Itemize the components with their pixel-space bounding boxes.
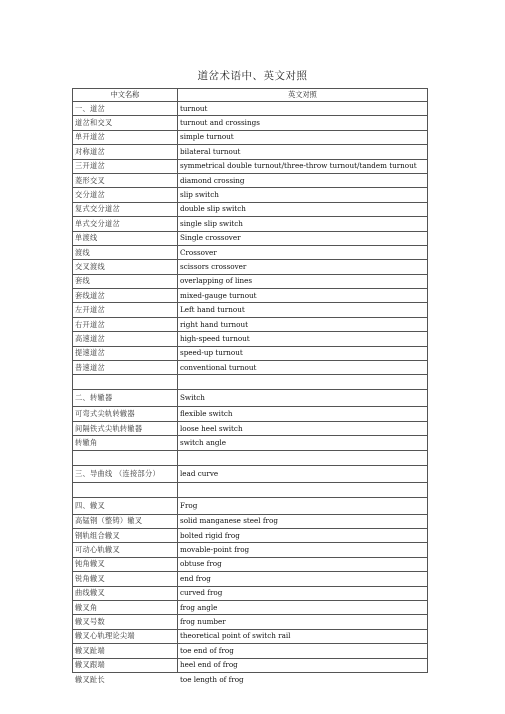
chinese-term-cell: 锐角辙叉 (73, 572, 178, 586)
english-term-cell (178, 450, 428, 465)
english-term-cell: flexible switch (178, 407, 428, 421)
table-row (73, 274, 428, 288)
table-body (73, 102, 428, 687)
table-row (73, 407, 428, 421)
table-row (73, 303, 428, 317)
chinese-term-cell: 高锰钢（整铸）辙叉 (73, 514, 178, 528)
table-row (73, 497, 428, 514)
english-term-cell: heel end of frog (178, 658, 428, 672)
english-term-cell: Frog (178, 497, 428, 514)
english-term-cell: overlapping of lines (178, 274, 428, 288)
table-row (73, 231, 428, 245)
english-term-cell: frog number (178, 615, 428, 629)
table-row (73, 159, 428, 173)
chinese-term-cell: 三、导曲线 （连接部分） (73, 465, 178, 482)
english-term-cell: loose heel switch (178, 421, 428, 435)
english-term-cell: movable-point frog (178, 543, 428, 557)
chinese-term-cell: 左开道岔 (73, 303, 178, 317)
table-row (73, 289, 428, 303)
english-term-cell: curved frog (178, 586, 428, 600)
english-term-cell: conventional turnout (178, 361, 428, 375)
table-row (73, 600, 428, 614)
english-term-cell: symmetrical double turnout/three-throw turnout/tandem turnout (178, 159, 428, 173)
english-term-cell: mixed-gauge turnout (178, 289, 428, 303)
table-row (73, 188, 428, 202)
chinese-term-cell: 辙叉趾长 (75, 674, 105, 684)
chinese-term-cell: 可动心轨辙叉 (73, 543, 178, 557)
chinese-term-cell: 单开道岔 (73, 130, 178, 144)
english-term-cell: Left hand turnout (178, 303, 428, 317)
table-row (73, 332, 428, 346)
chinese-term-cell: 三开道岔 (73, 159, 178, 173)
table-row (73, 375, 428, 390)
terminology-table (72, 88, 428, 687)
table-row (73, 130, 428, 144)
english-term-cell: end frog (178, 572, 428, 586)
chinese-term-cell: 高速道岔 (73, 332, 178, 346)
table-row (73, 658, 428, 672)
chinese-term-cell: 提速道岔 (73, 346, 178, 360)
table-row (73, 436, 428, 450)
english-term-cell: toe length of frog (178, 672, 428, 686)
english-term-cell: lead curve (178, 465, 428, 482)
table-row (73, 615, 428, 629)
chinese-term-cell: 辙叉心轨理论尖端 (73, 629, 178, 643)
english-term-cell: scissors crossover (178, 260, 428, 274)
header-chinese-name: 中文名称 (73, 89, 178, 102)
chinese-term-cell: 辙叉趾端 (73, 644, 178, 658)
chinese-term-cell: 辙叉角 (73, 600, 178, 614)
table-row (73, 317, 428, 331)
table-row (73, 572, 428, 586)
english-term-cell: turnout (178, 102, 428, 116)
chinese-term-cell: 辙叉号数 (73, 615, 178, 629)
chinese-term-cell: 二、转辙器 (73, 390, 178, 407)
english-term-cell: Crossover (178, 245, 428, 259)
english-term-cell: Switch (178, 390, 428, 407)
english-term-cell: turnout and crossings (178, 116, 428, 130)
table-row (73, 346, 428, 360)
table-header-row (73, 89, 428, 102)
table-row (73, 557, 428, 571)
chinese-term-cell (73, 482, 178, 497)
chinese-term-cell: 钝角辙叉 (73, 557, 178, 571)
english-term-cell: single slip switch (178, 217, 428, 231)
table-row (73, 482, 428, 497)
table-row (73, 245, 428, 259)
english-term-cell: speed-up turnout (178, 346, 428, 360)
chinese-term-cell: 右开道岔 (73, 317, 178, 331)
chinese-term-cell: 套线 (73, 274, 178, 288)
chinese-term-cell: 曲线辙叉 (73, 586, 178, 600)
english-term-cell: high-speed turnout (178, 332, 428, 346)
chinese-term-cell: 四、辙叉 (73, 497, 178, 514)
table-row (73, 361, 428, 375)
english-term-cell: double slip switch (178, 202, 428, 216)
table-row (73, 543, 428, 557)
table-row (73, 528, 428, 542)
chinese-term-cell: 钢轨组合辙叉 (73, 528, 178, 542)
english-term-cell: simple turnout (178, 130, 428, 144)
table-row (73, 116, 428, 130)
table-row (73, 217, 428, 231)
english-term-cell: slip switch (178, 188, 428, 202)
chinese-term-cell: 辙叉跟端 (73, 658, 178, 672)
table-row (73, 202, 428, 216)
table-row (73, 629, 428, 643)
english-term-cell: obtuse frog (178, 557, 428, 571)
english-term-cell: Single crossover (178, 231, 428, 245)
english-term-cell: bolted rigid frog (178, 528, 428, 542)
english-term-cell: switch angle (178, 436, 428, 450)
english-term-cell: toe end of frog (178, 644, 428, 658)
table-row (73, 586, 428, 600)
chinese-term-cell: 交叉渡线 (73, 260, 178, 274)
table-row (73, 644, 428, 658)
chinese-term-cell (73, 375, 178, 390)
chinese-term-cell: 转辙角 (73, 436, 178, 450)
table-row (73, 465, 428, 482)
chinese-term-cell: 单渡线 (73, 231, 178, 245)
chinese-term-cell: 交分道岔 (73, 188, 178, 202)
chinese-term-cell: 单式交分道岔 (73, 217, 178, 231)
table-row (73, 672, 428, 686)
english-term-cell: frog angle (178, 600, 428, 614)
chinese-term-cell: 可弯式尖轨转辙器 (73, 407, 178, 421)
chinese-term-cell: 间隔铁式尖轨转辙器 (73, 421, 178, 435)
table-row (73, 260, 428, 274)
page-title: 道岔术语中、英文对照 (197, 70, 308, 82)
header-english-term: 英文对照 (178, 89, 428, 102)
english-term-cell: bilateral turnout (178, 145, 428, 159)
table-row (73, 145, 428, 159)
chinese-term-cell (73, 450, 178, 465)
table-row (73, 390, 428, 407)
english-term-cell: right hand turnout (178, 317, 428, 331)
table-row (73, 102, 428, 116)
chinese-term-cell: 道岔和交叉 (73, 116, 178, 130)
chinese-term-cell: 菱形交叉 (73, 173, 178, 187)
table-row (73, 514, 428, 528)
table-row (73, 173, 428, 187)
english-term-cell: diamond crossing (178, 173, 428, 187)
english-term-cell (178, 375, 428, 390)
english-term-cell (178, 482, 428, 497)
chinese-term-cell: 套线道岔 (73, 289, 178, 303)
chinese-term-cell: 一、道岔 (73, 102, 178, 116)
chinese-term-cell: 渡线 (73, 245, 178, 259)
chinese-term-cell: 普速道岔 (73, 361, 178, 375)
english-term-cell: solid manganese steel frog (178, 514, 428, 528)
english-term-cell: theoretical point of switch rail (178, 629, 428, 643)
chinese-term-cell: 对称道岔 (73, 145, 178, 159)
table-row (73, 421, 428, 435)
table-row (73, 450, 428, 465)
chinese-term-cell: 复式交分道岔 (73, 202, 178, 216)
